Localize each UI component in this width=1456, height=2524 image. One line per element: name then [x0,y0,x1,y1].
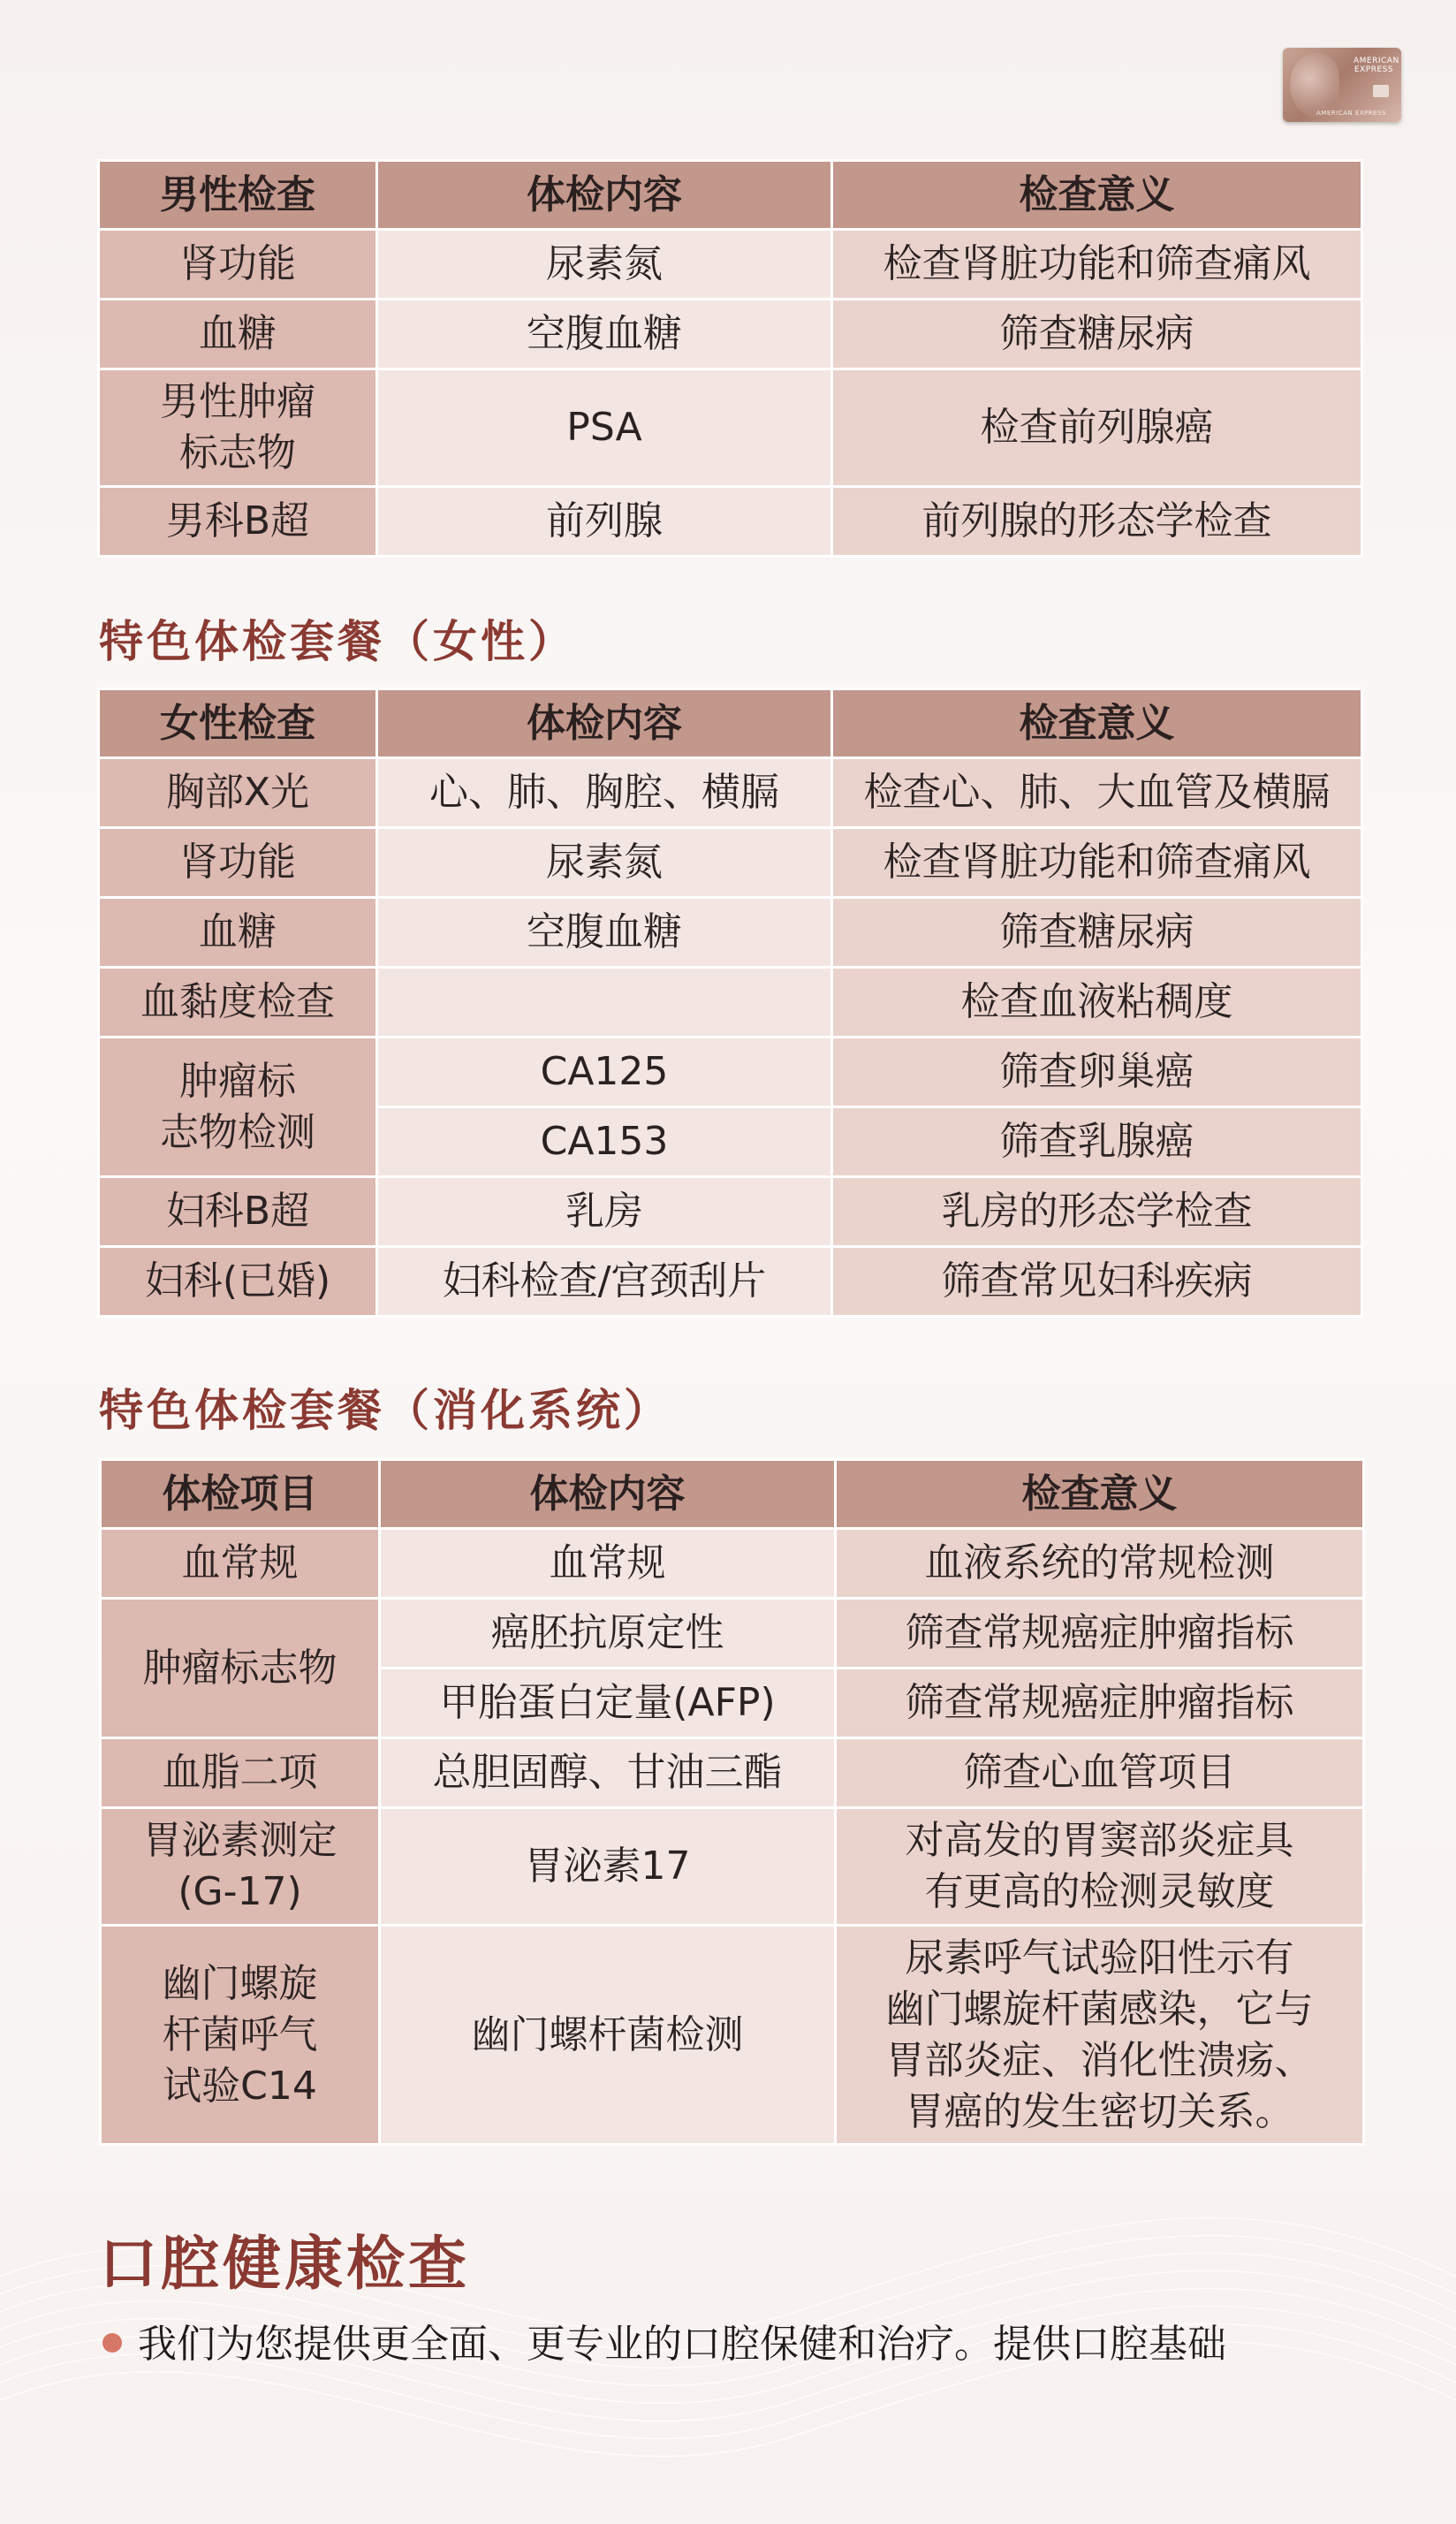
table-row [99,1247,1362,1317]
cell-meaning: 检查血液粘稠度 [832,968,1362,1038]
cell-meaning: 对高发的胃窦部炎症具 有更高的检测灵敏度 [836,1808,1364,1926]
table-header-row [99,161,1362,230]
cell-meaning: 检查前列腺癌 [832,369,1362,487]
header-content: 体检内容 [380,1460,836,1529]
cell-item: 血糖 [99,898,377,968]
credit-card-image [1283,48,1401,122]
cell-meaning: 检查肾脏功能和筛查痛风 [832,828,1362,898]
cell-item: 男性肿瘤 标志物 [99,369,377,487]
cell-meaning: 筛查心血管项目 [836,1738,1364,1808]
table-row [99,487,1362,557]
cell-item: 胸部X光 [99,758,377,828]
header-item: 女性检查 [99,689,377,758]
cell-content: 胃泌素17 [380,1808,836,1926]
cell-item: 肾功能 [99,230,377,300]
table-row [99,758,1362,828]
cell-meaning: 筛查乳腺癌 [832,1107,1362,1177]
header-meaning: 检查意义 [832,161,1362,230]
cell-item: 血脂二项 [101,1738,380,1808]
centurion-face-graphic [1290,53,1339,117]
cell-item: 血常规 [101,1529,380,1599]
table-row [101,1808,1364,1926]
cell-content: CA125 [377,1038,832,1107]
table-header-row [99,689,1362,758]
cell-item: 肿瘤标志物 [101,1599,380,1738]
cell-meaning: 筛查常规癌症肿瘤指标 [836,1599,1364,1669]
cell-item: 血黏度检查 [99,968,377,1038]
cell-meaning: 筛查糖尿病 [832,898,1362,968]
cell-item: 肿瘤标 志物检测 [99,1038,377,1177]
cell-content: 癌胚抗原定性 [380,1599,836,1669]
cell-meaning: 检查肾脏功能和筛查痛风 [832,230,1362,300]
cell-content: 总胆固醇、甘油三酯 [380,1738,836,1808]
cell-meaning: 筛查卵巢癌 [832,1038,1362,1107]
oral-health-text: 我们为您提供更全面、更专业的口腔保健和治疗。提供口腔基础 [102,2312,1226,2368]
card-brand: AMERICAN EXPRESS [1354,57,1399,74]
cell-content: 尿素氮 [377,230,832,300]
cell-content: 尿素氮 [377,828,832,898]
section-title-digestive: 特色体检套餐（消化系统） [99,1385,671,1436]
cell-meaning: 筛查常规癌症肿瘤指标 [836,1669,1364,1738]
oral-health-title: 口腔健康检查 [99,2230,470,2298]
cell-meaning: 筛查常见妇科疾病 [832,1247,1362,1317]
cell-content: PSA [377,369,832,487]
cell-meaning: 血液系统的常规检测 [836,1529,1364,1599]
cell-item: 妇科B超 [99,1177,377,1247]
header-item: 男性检查 [99,161,377,230]
cell-item: 幽门螺旋 杆菌呼气 试验C14 [101,1926,380,2145]
table-header-row [101,1460,1364,1529]
cell-meaning: 前列腺的形态学检查 [832,487,1362,557]
table-row [101,1599,1364,1669]
cell-item: 男科B超 [99,487,377,557]
cell-content: 空腹血糖 [377,898,832,968]
table-row [99,898,1362,968]
cell-content: 心、肺、胸腔、横膈 [377,758,832,828]
table-row [99,1038,1362,1107]
header-content: 体检内容 [377,689,832,758]
table-row [99,828,1362,898]
cell-meaning: 尿素呼气试验阳性示有 幽门螺旋杆菌感染，它与 胃部炎症、消化性溃疡、 胃癌的发生密切关系。 [836,1926,1364,2145]
header-content: 体检内容 [377,161,832,230]
digestive-exam-table [99,1458,1365,2146]
table-row [99,1177,1362,1247]
cell-content: 血常规 [380,1529,836,1599]
table-row [99,230,1362,300]
table-row [99,369,1362,487]
bullet-dot-icon [102,2333,122,2353]
cell-item: 血糖 [99,300,377,369]
male-exam-table [97,159,1363,558]
header-meaning: 检查意义 [836,1460,1364,1529]
female-exam-table [97,688,1363,1318]
cell-content: 幽门螺杆菌检测 [380,1926,836,2145]
table-row [101,1529,1364,1599]
section-title-female: 特色体检套餐（女性） [99,616,576,667]
table-row [101,1926,1364,2145]
cell-content: 前列腺 [377,487,832,557]
cell-item: 妇科(已婚) [99,1247,377,1317]
cell-content: CA153 [377,1107,832,1177]
cell-item: 肾功能 [99,828,377,898]
cell-content: 妇科检查/宫颈刮片 [377,1247,832,1317]
cell-content: 甲胎蛋白定量(AFP) [380,1669,836,1738]
header-meaning: 检查意义 [832,689,1362,758]
card-name: AMERICAN EXPRESS [1316,110,1386,117]
header-item: 体检项目 [101,1460,380,1529]
cell-content [377,968,832,1038]
card-chip [1373,85,1389,97]
table-row [101,1738,1364,1808]
cell-item: 胃泌素测定 (G-17) [101,1808,380,1926]
cell-content: 空腹血糖 [377,300,832,369]
cell-meaning: 检查心、肺、大血管及横膈 [832,758,1362,828]
cell-meaning: 乳房的形态学检查 [832,1177,1362,1247]
cell-content: 乳房 [377,1177,832,1247]
table-row [99,300,1362,369]
table-row [99,968,1362,1038]
cell-meaning: 筛查糖尿病 [832,300,1362,369]
